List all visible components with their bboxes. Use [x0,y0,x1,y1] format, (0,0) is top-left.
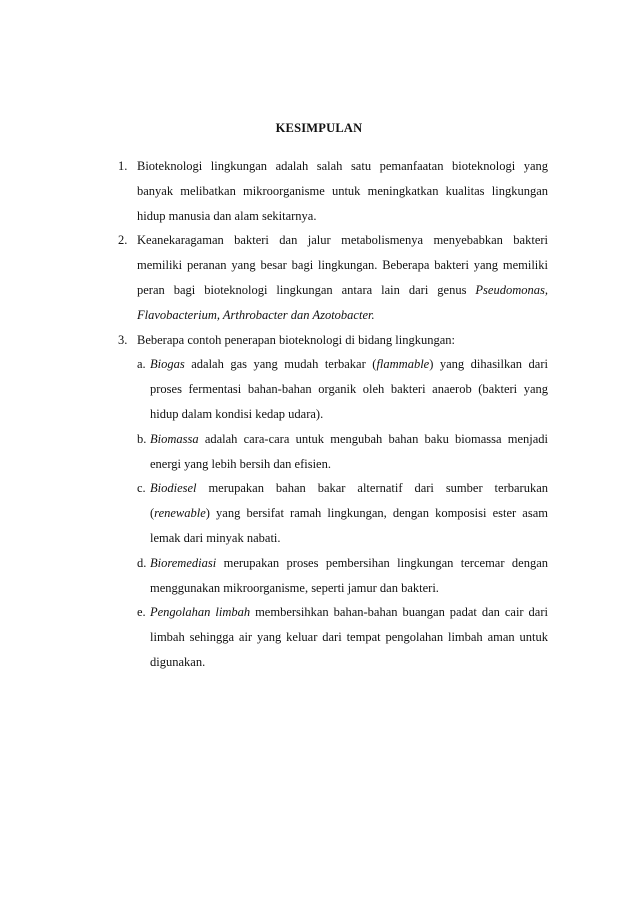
sub-item-c [118,476,548,550]
sub-item-letter: b. [137,431,147,446]
list-item-2 [118,228,548,327]
item-number: 1. [118,159,128,173]
sub-item-text: ) yang bersifat ramah lingkungan, dengan komposisi ester asam lemak dari minyak nabati. [150,506,548,545]
sub-item-term: Pengolahan limbah [150,605,251,620]
sub-item-text: ) yang dihasilkan dari proses fermentasi bahan-bahan organik oleh bakteri anaerob (bakteri yang hidup dalam kondisi kedap udara). [150,357,548,421]
sub-item-term: Bioremediasi [150,555,217,570]
sub-item-term: Biogas [150,357,185,372]
sub-item-d [118,551,548,601]
sub-item-italic: renewable [154,506,206,521]
sub-item-a [118,352,548,426]
genus-names: Pseudomonas, Flavobacterium, Arthrobacter dan Azotobacter. [137,282,548,322]
sub-item-term: Biodiesel [150,481,197,496]
sub-item-letter: c. [137,481,146,496]
sub-item-text: adalah cara-cara untuk mengubah bahan baku biomassa menjadi energi yang lebih bersih dan efisien. [150,431,548,471]
item-number: 3. [118,332,128,347]
page-title: KESIMPULAN [275,121,363,135]
sub-item-term: Biomassa [150,431,199,446]
sub-item-text: merupakan proses pembersihan lingkungan tercemar dengan menggunakan mikroorganisme, seperti jamur dan bakteri. [150,555,548,595]
sub-item-b [118,427,548,477]
list-item-3 [118,328,548,353]
item-text: Keanekaragaman bakteri dan jalur metabolismenya menyebabkan bakteri memiliki peranan yang besar bagi lingkungan. Beberapa bakteri yang memiliki peran bagi bioteknologi lingkungan antara lain dari genus [137,233,548,297]
sub-item-text: membersihkan bahan-bahan buangan padat dan cair dari limbah sehingga air yang keluar dari tempat pengolahan limbah aman untuk digunakan. [150,605,548,669]
list-item-1 [118,154,548,228]
sub-item-letter: a. [137,357,146,372]
conclusion-list [118,154,548,675]
item-number: 2. [118,233,128,248]
sub-item-italic: flammable [376,357,430,372]
item-text: Beberapa contoh penerapan bioteknologi di bidang lingkungan: [137,332,455,347]
sub-item-letter: e. [137,605,146,620]
sub-item-text: adalah gas yang mudah terbakar ( [184,357,377,372]
sub-item-letter: d. [137,555,147,570]
sub-item-text: merupakan bahan bakar alternatif dari sumber terbarukan ( [150,481,548,521]
item-text: Bioteknologi lingkungan adalah salah satu pemanfaatan bioteknologi yang banyak melibatkan mikroorganisme untuk meningkatkan kualitas lingkungan hidup manusia dan alam sekitarnya. [137,159,548,223]
sub-item-e [118,600,548,674]
